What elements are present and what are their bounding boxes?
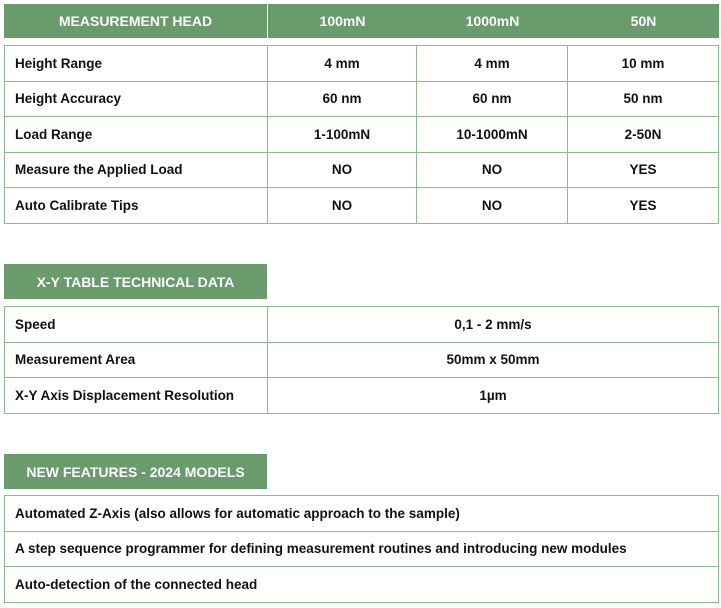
- measurement-header-3: 50N: [568, 4, 719, 38]
- measurement-cell: NO: [416, 152, 568, 189]
- xy-row-label: X-Y Axis Displacement Resolution: [4, 377, 268, 414]
- measurement-row-label: Load Range: [4, 116, 268, 153]
- measurement-cell: 60 nm: [267, 81, 417, 118]
- feature-row: A step sequence programmer for defining measurement routines and introducing new modules: [4, 531, 719, 568]
- xy-row-value: 0,1 - 2 mm/s: [267, 306, 719, 343]
- measurement-cell: NO: [267, 187, 417, 224]
- measurement-cell: 2-50N: [567, 116, 719, 153]
- xy-row-value: 50mm x 50mm: [267, 342, 719, 379]
- measurement-row-label: Height Accuracy: [4, 81, 268, 118]
- measurement-cell: NO: [267, 152, 417, 189]
- measurement-header-1: 100mN: [268, 4, 417, 38]
- measurement-cell: 4 mm: [267, 45, 417, 82]
- measurement-header-2: 1000mN: [417, 4, 568, 38]
- xy-row-label: Measurement Area: [4, 342, 268, 379]
- measurement-cell: 10-1000mN: [416, 116, 568, 153]
- measurement-cell: NO: [416, 187, 568, 224]
- feature-row: Automated Z-Axis (also allows for automatic approach to the sample): [4, 495, 719, 532]
- feature-row: Auto-detection of the connected head: [4, 566, 719, 603]
- measurement-cell: 10 mm: [567, 45, 719, 82]
- measurement-row-label: Height Range: [4, 45, 268, 82]
- measurement-cell: YES: [567, 152, 719, 189]
- measurement-row-label: Measure the Applied Load: [4, 152, 268, 189]
- features-header: NEW FEATURES - 2024 MODELS: [4, 454, 267, 489]
- measurement-cell: YES: [567, 187, 719, 224]
- measurement-cell: 60 nm: [416, 81, 568, 118]
- xy-table-header: X-Y TABLE TECHNICAL DATA: [4, 264, 267, 299]
- measurement-cell: 50 nm: [567, 81, 719, 118]
- xy-row-value: 1µm: [267, 377, 719, 414]
- measurement-cell: 4 mm: [416, 45, 568, 82]
- measurement-cell: 1-100mN: [267, 116, 417, 153]
- measurement-row-label: Auto Calibrate Tips: [4, 187, 268, 224]
- xy-row-label: Speed: [4, 306, 268, 343]
- measurement-header-0: MEASUREMENT HEAD: [4, 4, 267, 38]
